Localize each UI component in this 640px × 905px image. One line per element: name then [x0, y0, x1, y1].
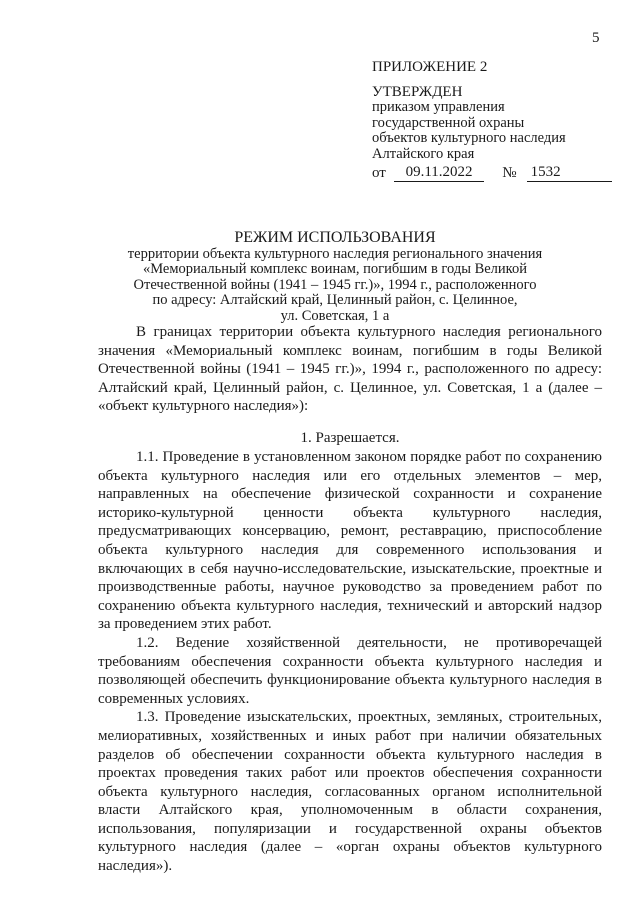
appendix-title: ПРИЛОЖЕНИЕ 2: [372, 59, 488, 75]
document-subtitle-line: территории объекта культурного наследия регионального значения: [127, 245, 543, 262]
order-date: 09.11.2022: [394, 165, 484, 182]
document-title: РЕЖИМ ИСПОЛЬЗОВАНИЯ: [234, 229, 436, 246]
intro-paragraph: В границах территории объекта культурного наследия регионального значения «Мемориальный комплекс воинам, погибшим в годы Великой Отечественной войны (1941 – 1945 гг.)», 1994 г., расположенного по адресу: Алтайский край, Целинный район, с. Целинное, ул. Советская, 1 а (далее – «объект культурного наследия»):: [98, 324, 602, 415]
approval-line: государственной охраны: [372, 114, 525, 131]
order-number: 1532: [527, 165, 612, 182]
approved-label: УТВЕРЖДЕН: [372, 83, 463, 100]
document-subtitle-line: по адресу: Алтайский край, Целинный район, с. Целинное,: [152, 292, 518, 308]
document-subtitle-line: «Мемориальный комплекс воинам, погибшим в годы Великой: [142, 261, 527, 277]
number-label: №: [502, 165, 517, 181]
item-paragraph: 1.3. Проведение изыскательских, проектных, земляных, строительных, мелиоративных, хозяйственных и иных работ при наличии обязательных разделов об обеспечении сохранности объекта культурного наследия в проектах проведения таких работ или проектов обеспечения сохранности объекта культурного наследия, согласованных органом исполнительной власти Алтайского края, уполномоченным в области сохранения, использования, популяризации и государственной охраны объектов культурного наследия (далее – «орган охраны объектов культурного наследия»).: [98, 709, 602, 875]
section-items: [98, 448, 602, 876]
section-heading: 1. Разрешается.: [300, 430, 400, 446]
approval-line: объектов культурного наследия: [372, 130, 566, 146]
document-heading: [100, 230, 570, 324]
document-subtitle-line: Отечественной войны (1941 – 1945 гг.)», 1994 г., расположенного: [133, 276, 537, 293]
approval-line: Алтайского края: [372, 145, 475, 162]
item-paragraph: 1.2. Ведение хозяйственной деятельности, не противоречащей требованиям обеспечения сохранности объекта культурного наследия и позволяющей обеспечить функционирование объекта культурного наследия в современных условиях.: [98, 634, 602, 707]
item-paragraph: 1.1. Проведение в установленном законом порядке работ по сохранению объекта культурного наследия или его отдельных элементов – мер, направленных на обеспечение физической сохранности и сохранение историко-культурной ценности объекта культурного наследия, предусматривающих консервацию, ремонт, реставрацию, приспособление объекта культурного наследия для современного использования и включающих в себя научно-исследовательские, изыскательские, проектные и производственные работы, научное руководство за проведением работ по сохранению объекта культурного наследия, технический и авторский надзор за проведением этих работ.: [98, 449, 602, 633]
intro-section: [98, 323, 602, 416]
date-label: от: [372, 165, 386, 181]
order-date-row: [372, 165, 612, 182]
page-number: 5: [592, 30, 600, 46]
approval-line: приказом управления: [372, 99, 505, 115]
document-subtitle-line: ул. Советская, 1 а: [280, 307, 390, 324]
approval-block: [372, 60, 612, 182]
